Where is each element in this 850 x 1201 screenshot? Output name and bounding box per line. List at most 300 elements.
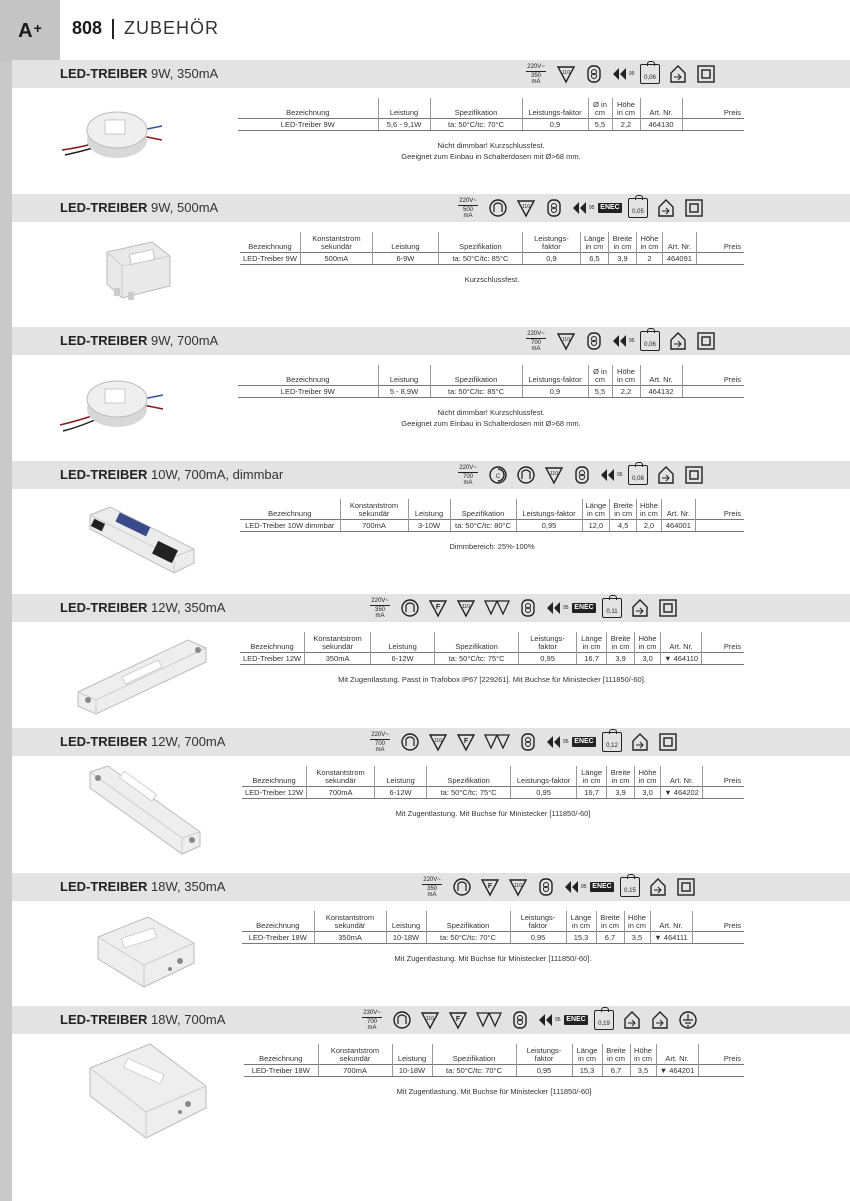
section-title: LED-TREIBER 18W, 350mA: [60, 879, 226, 894]
cell-hoehe: 2,2: [612, 385, 640, 397]
furniture-mount-f-icon: [428, 598, 448, 618]
svg-text:110: 110: [522, 204, 530, 210]
section-title: LED-TREIBER 9W, 500mA: [60, 200, 219, 215]
cell-hoehe: 3,5: [624, 931, 650, 943]
col-header: Art. Nr.: [661, 766, 703, 786]
svg-text:110: 110: [434, 738, 442, 744]
cell-spezifikation: ta: 50°C/tc: 75°C: [427, 786, 511, 798]
col-header: Leistung: [375, 766, 427, 786]
cell-konstantstrom: 350mA: [314, 931, 386, 943]
product-section-1: [12, 194, 850, 284]
col-header: Leistung: [408, 499, 450, 519]
safety-transformer-icon: [518, 732, 538, 752]
temperature-110-icon: [556, 64, 576, 84]
furniture-mount-f-icon: [480, 877, 500, 897]
svg-text:95: 95: [589, 205, 595, 211]
cell-art-nr: 464130: [640, 118, 682, 130]
short-circuit-icon: [564, 877, 587, 897]
product-section-7: [12, 1006, 850, 1096]
section-header: [12, 873, 850, 901]
cell-art-nr: ▼ 464110: [661, 652, 702, 664]
certification-icons: [364, 596, 678, 620]
col-header: Spezifikation: [426, 911, 510, 931]
cell-spezifikation: ta: 50°C/tc: 70°C: [426, 931, 510, 943]
product-image: [82, 501, 202, 581]
cell-breite: 3,9: [607, 652, 635, 664]
product-section-4: [12, 594, 850, 684]
cell-preis: [682, 385, 744, 397]
cell-konstantstrom: 500mA: [300, 252, 372, 264]
protection-class-icon: [684, 198, 704, 218]
col-header: Preis: [695, 499, 744, 519]
col-header: Konstantstrom sekundär: [314, 911, 386, 931]
table-row: [242, 931, 744, 943]
col-header: Konstantstrom sekundär: [318, 1044, 392, 1064]
independent-ballast-icon: [400, 598, 420, 618]
product-section-3: [12, 461, 850, 551]
cell-art-nr: ▼ 464111: [650, 931, 692, 943]
col-header: Spezifikation: [427, 766, 511, 786]
independent-ballast-icon: [452, 877, 472, 897]
cell-leistungsfaktor: 0,9: [522, 118, 588, 130]
independent-ballast-icon: [392, 1010, 412, 1030]
col-header: Höhe in cm: [624, 911, 650, 931]
col-header: Preis: [682, 365, 744, 385]
independent-ballast-icon: [516, 465, 536, 485]
col-header: Leistung: [378, 365, 430, 385]
col-header: Spezifikation: [450, 499, 516, 519]
cell-bezeichnung: LED-Treiber 9W: [238, 385, 378, 397]
svg-text:F: F: [435, 604, 441, 611]
col-header: Leistung: [386, 911, 426, 931]
product-note: Mit Zugentlastung. Mit Buchse für Ministecker [111850/-60]: [395, 809, 591, 818]
temperature-110-icon: [544, 465, 564, 485]
section-header: [12, 194, 850, 222]
col-header: Höhe in cm: [630, 1044, 656, 1064]
col-header: Spezifikation: [432, 1044, 516, 1064]
cell-art-nr: 464091: [662, 252, 696, 264]
section-header: [12, 594, 850, 622]
cell-bezeichnung: LED-Treiber 18W: [244, 1064, 318, 1076]
svg-text:95: 95: [617, 472, 623, 478]
temperature-110-icon: [556, 331, 576, 351]
product-note: Dimmbereich: 25%-100%: [449, 542, 535, 551]
cell-bezeichnung: LED-Treiber 10W dimmbar: [240, 519, 340, 531]
cell-bezeichnung: LED-Treiber 9W: [240, 252, 300, 264]
corner-plus: +: [33, 20, 42, 36]
col-header: Ø in cm: [588, 98, 612, 118]
cell-spezifikation: ta: 50°C/tc: 85°C: [438, 252, 522, 264]
cell-hoehe: 2,0: [636, 519, 661, 531]
product-section-5: [12, 728, 850, 818]
col-header: Höhe in cm: [636, 232, 662, 252]
indoor-use-icon: [650, 1010, 670, 1030]
cell-leistung: 6-9W: [372, 252, 438, 264]
svg-text:C: C: [495, 474, 501, 480]
col-header: Spezifikation: [430, 365, 522, 385]
cell-hoehe: 3,0: [635, 652, 661, 664]
cell-leistung: 5 - 8,9W: [378, 385, 430, 397]
product-note: Mit Zugentlastung. Passt in Trafobox IP67 [229261]. Mit Buchse für Ministecker [111850/-60].: [338, 675, 646, 684]
col-header: Konstantstrom sekundär: [300, 232, 372, 252]
safety-transformer-icon: [544, 198, 564, 218]
protection-class-icon: [684, 465, 704, 485]
cell-art-nr: 464001: [661, 519, 695, 531]
cell-preis: [702, 652, 744, 664]
product-note: Nicht dimmbar! Kurzschlussfest. Geeignet zum Einbau in Schalterdosen mit Ø>68 mm.: [401, 408, 581, 428]
col-header: Konstantstrom sekundär: [307, 766, 375, 786]
safety-transformer-icon: [518, 598, 538, 618]
protection-class-icon: [658, 732, 678, 752]
label-weight-icon: 0,11: [602, 598, 622, 618]
col-header: Art. Nr.: [661, 499, 695, 519]
cell-breite: 4,5: [610, 519, 637, 531]
cell-leistungsfaktor: 0,95: [516, 1064, 572, 1076]
product-note: Nicht dimmbar! Kurzschlussfest. Geeignet zum Einbau in Schalterdosen mit Ø>68 mm.: [401, 141, 581, 161]
col-header: Bezeichnung: [252, 775, 296, 785]
section-header: [12, 1006, 850, 1034]
cell-leistungsfaktor: 0,95: [511, 786, 577, 798]
ground-icon: [678, 1010, 698, 1030]
furniture-mount-mm-icon: [484, 732, 510, 752]
product-section-0: [12, 60, 850, 161]
col-header: Art. Nr.: [640, 365, 682, 385]
col-header: Spezifikation: [435, 632, 519, 652]
furniture-mount-f-icon: [448, 1010, 468, 1030]
col-header: Höhe in cm: [612, 365, 640, 385]
col-header: Art. Nr.: [661, 632, 702, 652]
col-header: Länge in cm: [580, 232, 608, 252]
col-header: Preis: [698, 1044, 744, 1064]
cell-preis: [682, 118, 744, 130]
col-header: Breite in cm: [607, 632, 635, 652]
protection-class-icon: [696, 64, 716, 84]
col-header: Art. Nr.: [662, 232, 696, 252]
col-header: Höhe in cm: [635, 632, 661, 652]
cell-spezifikation: ta: 50°C/tc: 80°C: [450, 519, 516, 531]
short-circuit-icon: [538, 1010, 561, 1030]
col-header: Leistungs-faktor: [511, 766, 577, 786]
spec-table: [240, 232, 744, 265]
voltage-icon: 230V~ 700 mA: [363, 1009, 381, 1031]
col-header: Höhe in cm: [612, 98, 640, 118]
cell-leistung: 6-12W: [375, 786, 427, 798]
cell-spezifikation: ta: 50°C/tc: 70°C: [432, 1064, 516, 1076]
svg-text:110: 110: [562, 337, 570, 343]
cell-hoehe: 2,2: [612, 118, 640, 130]
certification-icons: [356, 1008, 698, 1032]
cell-konstantstrom: 350mA: [305, 652, 371, 664]
corner-badge: [0, 0, 60, 62]
section-header: [12, 728, 850, 756]
cell-spezifikation: ta: 50°C/tc: 85°C: [430, 385, 522, 397]
voltage-icon: 220V~ 350 mA: [423, 876, 441, 898]
cell-hoehe: 3,0: [635, 786, 661, 798]
col-header: Leistungs-faktor: [510, 911, 566, 931]
protection-class-icon: [696, 331, 716, 351]
section-title: LED-TREIBER 10W, 700mA, dimmbar: [60, 467, 284, 482]
furniture-mount-mm-icon: [476, 1010, 502, 1030]
cell-leistung: 6-12W: [371, 652, 435, 664]
col-header: Preis: [682, 98, 744, 118]
svg-text:110: 110: [462, 604, 470, 610]
col-header: Breite in cm: [610, 499, 637, 519]
col-header: Länge in cm: [577, 632, 607, 652]
product-image: [72, 634, 212, 718]
col-header: Art. Nr.: [656, 1044, 698, 1064]
cell-leistungsfaktor: 0,9: [522, 385, 588, 397]
spec-table: [238, 365, 744, 398]
cell-spezifikation: ta: 50°C/tc: 70°C: [430, 118, 522, 130]
spec-table: [240, 632, 744, 665]
cell-bezeichnung: LED-Treiber 9W: [238, 118, 378, 130]
label-weight-icon: 0,15: [620, 877, 640, 897]
product-note: Mit Zugentlastung. Mit Buchse für Ministecker [111850/-60].: [394, 954, 592, 963]
table-row: [240, 652, 744, 664]
col-header: Bezeichnung: [250, 641, 294, 651]
cell-preis: [698, 1064, 744, 1076]
svg-text:95: 95: [563, 605, 569, 611]
cell-bezeichnung: LED-Treiber 18W: [242, 931, 314, 943]
enec-icon: ENEC: [574, 604, 594, 611]
enec-icon: ENEC: [600, 204, 620, 211]
col-header: Höhe in cm: [636, 499, 661, 519]
label-weight-icon: 0,06: [640, 64, 660, 84]
cell-art-nr: ▼ 464202: [661, 786, 703, 798]
section-title: LED-TREIBER 18W, 700mA: [60, 1012, 226, 1027]
certification-icons: [520, 329, 716, 353]
indoor-use-icon: [622, 1010, 642, 1030]
temperature-110-icon: [428, 732, 448, 752]
col-header: Länge in cm: [566, 911, 596, 931]
cell-leistungsfaktor: 0,95: [519, 652, 577, 664]
temperature-110-icon: [508, 877, 528, 897]
page-header: [72, 18, 219, 39]
svg-text:110: 110: [550, 471, 558, 477]
col-header: Breite in cm: [607, 766, 635, 786]
indoor-use-icon: [656, 198, 676, 218]
side-strip: [0, 0, 12, 1201]
cell-leistungsfaktor: 0,95: [516, 519, 582, 531]
cell-leistung: 3-10W: [408, 519, 450, 531]
col-header: Leistungs-faktor: [522, 232, 580, 252]
cell-hoehe: 2: [636, 252, 662, 264]
col-header: Konstantstrom sekundär: [305, 632, 371, 652]
cell-leistung: 10-18W: [392, 1064, 432, 1076]
safety-transformer-icon: [510, 1010, 530, 1030]
cell-art-nr: ▼ 464201: [656, 1064, 698, 1076]
section-title: LED-TREIBER 9W, 350mA: [60, 66, 219, 81]
corner-letter: A: [18, 19, 33, 42]
voltage-icon: 220V~ 700 mA: [459, 464, 477, 486]
col-header: Bezeichnung: [286, 107, 330, 117]
cell-leistungsfaktor: 0,9: [522, 252, 580, 264]
table-row: [238, 118, 744, 130]
col-header: Spezifikation: [438, 232, 522, 252]
cell-laenge: 6,5: [580, 252, 608, 264]
cell-spezifikation: ta: 50°C/tc: 75°C: [435, 652, 519, 664]
col-header: Länge in cm: [572, 1044, 602, 1064]
cell-konstantstrom: 700mA: [307, 786, 375, 798]
cell-breite: 6,7: [596, 931, 624, 943]
col-header: Leistungs-faktor: [522, 365, 588, 385]
label-weight-icon: 0,06: [640, 331, 660, 351]
cell-laenge: 16,7: [577, 652, 607, 664]
col-header: Breite in cm: [602, 1044, 630, 1064]
short-circuit-icon: [612, 64, 635, 84]
cell-laenge: 16,7: [577, 786, 607, 798]
independent-ballast-icon: [488, 198, 508, 218]
col-header: Leistung: [372, 232, 438, 252]
voltage-icon: 220V~ 350 mA: [527, 63, 545, 85]
cell-preis: [696, 252, 744, 264]
cell-laenge: 12,0: [582, 519, 610, 531]
safety-transformer-icon: [572, 465, 592, 485]
col-header: Breite in cm: [608, 232, 636, 252]
certification-icons: [452, 196, 704, 220]
label-weight-icon: 0,08: [628, 465, 648, 485]
cell-preis: [695, 519, 744, 531]
indoor-use-icon: [668, 64, 688, 84]
protection-class-icon: [676, 877, 696, 897]
certification-icons: [520, 62, 716, 86]
col-header: Preis: [703, 766, 744, 786]
cell-bezeichnung: LED-Treiber 12W: [240, 652, 305, 664]
header-separator: [112, 19, 114, 39]
short-circuit-icon: [546, 598, 569, 618]
table-row: [238, 385, 744, 397]
col-header: Bezeichnung: [248, 241, 292, 251]
enec-icon: ENEC: [574, 738, 594, 745]
col-header: Leistungs-faktor: [516, 499, 582, 519]
col-header: Bezeichnung: [268, 508, 312, 518]
section-header: [12, 60, 850, 88]
label-weight-icon: 0,05: [628, 198, 648, 218]
short-circuit-icon: [546, 732, 569, 752]
cell-leistungsfaktor: 0,95: [510, 931, 566, 943]
spec-table: [238, 98, 744, 131]
section-header: [12, 461, 850, 489]
col-header: Leistung: [371, 632, 435, 652]
product-section-6: [12, 873, 850, 963]
col-header: Leistungs-faktor: [516, 1044, 572, 1064]
spec-table: [240, 499, 744, 532]
col-header: Konstantstrom sekundär: [340, 499, 408, 519]
product-image: [92, 913, 202, 993]
col-header: Länge in cm: [577, 766, 607, 786]
short-circuit-icon: [600, 465, 623, 485]
spec-table: [242, 911, 744, 944]
svg-text:95: 95: [629, 338, 635, 344]
section-title: LED-TREIBER 9W, 700mA: [60, 333, 219, 348]
short-circuit-icon: [612, 331, 635, 351]
svg-text:95: 95: [555, 1017, 561, 1023]
cell-breite: 3,9: [608, 252, 636, 264]
col-header: Länge in cm: [582, 499, 610, 519]
indoor-use-icon: [630, 598, 650, 618]
table-row: [240, 519, 744, 531]
col-header: Bezeichnung: [256, 920, 300, 930]
col-header: Art. Nr.: [640, 98, 682, 118]
cell-bezeichnung: LED-Treiber 12W: [242, 786, 307, 798]
table-row: [240, 252, 744, 264]
furniture-mount-f-icon: [456, 732, 476, 752]
product-image: [82, 760, 212, 860]
col-header: Leistung: [378, 98, 430, 118]
col-header: Preis: [692, 911, 744, 931]
page-title: ZUBEHÖR: [124, 18, 220, 38]
cell-leistung: 5,6 - 9,1W: [378, 118, 430, 130]
cell-art-nr: 464132: [640, 385, 682, 397]
svg-text:F: F: [463, 738, 469, 745]
cell-preis: [703, 786, 744, 798]
product-image: [84, 1038, 214, 1148]
col-header: Ø in cm: [588, 365, 612, 385]
safety-transformer-icon: [584, 331, 604, 351]
certification-icons: [364, 730, 678, 754]
col-header: Bezeichnung: [259, 1053, 303, 1063]
voltage-icon: 220V~ 350 mA: [371, 597, 389, 619]
cell-leistung: 10-18W: [386, 931, 426, 943]
safety-transformer-icon: [584, 64, 604, 84]
label-weight-icon: 0,12: [602, 732, 622, 752]
col-header: Höhe in cm: [635, 766, 661, 786]
cell-durchmesser: 5,5: [588, 385, 612, 397]
col-header: Breite in cm: [596, 911, 624, 931]
product-note: Mit Zugentlastung. Mit Buchse für Ministecker [111850/-60]: [396, 1087, 592, 1096]
spec-table: [244, 1044, 744, 1077]
svg-text:110: 110: [514, 883, 522, 889]
section-title: LED-TREIBER 12W, 700mA: [60, 734, 226, 749]
furniture-mount-mm-icon: [484, 598, 510, 618]
product-image: [57, 100, 167, 172]
voltage-icon: 220V~ 700 mA: [371, 731, 389, 753]
short-circuit-icon: [572, 198, 595, 218]
table-row: [244, 1064, 744, 1076]
col-header: Preis: [702, 632, 744, 652]
page-number: 808: [72, 18, 103, 38]
product-note: Kurzschlussfest.: [464, 275, 520, 284]
enec-icon: ENEC: [566, 1016, 586, 1023]
temperature-110-icon: [456, 598, 476, 618]
cell-hoehe: 3,5: [630, 1064, 656, 1076]
col-header: Spezifikation: [430, 98, 522, 118]
svg-text:95: 95: [563, 739, 569, 745]
protection-class-icon: [658, 598, 678, 618]
col-header: Bezeichnung: [286, 374, 330, 384]
temperature-110-icon: [420, 1010, 440, 1030]
svg-text:110: 110: [426, 1016, 434, 1022]
dimmable-icon: [488, 465, 508, 485]
indoor-use-icon: [656, 465, 676, 485]
col-header: Preis: [696, 232, 744, 252]
cell-konstantstrom: 700mA: [318, 1064, 392, 1076]
svg-text:95: 95: [629, 71, 635, 77]
section-title: LED-TREIBER 12W, 350mA: [60, 600, 226, 615]
product-image: [92, 234, 202, 306]
independent-ballast-icon: [400, 732, 420, 752]
certification-icons: [416, 875, 696, 899]
indoor-use-icon: [668, 331, 688, 351]
voltage-icon: 220V~ 500 mA: [459, 197, 477, 219]
spec-table: [242, 766, 744, 799]
cell-laenge: 15,3: [566, 931, 596, 943]
cell-durchmesser: 5,5: [588, 118, 612, 130]
enec-icon: ENEC: [592, 883, 612, 890]
temperature-110-icon: [516, 198, 536, 218]
svg-text:110: 110: [562, 70, 570, 76]
table-row: [242, 786, 744, 798]
